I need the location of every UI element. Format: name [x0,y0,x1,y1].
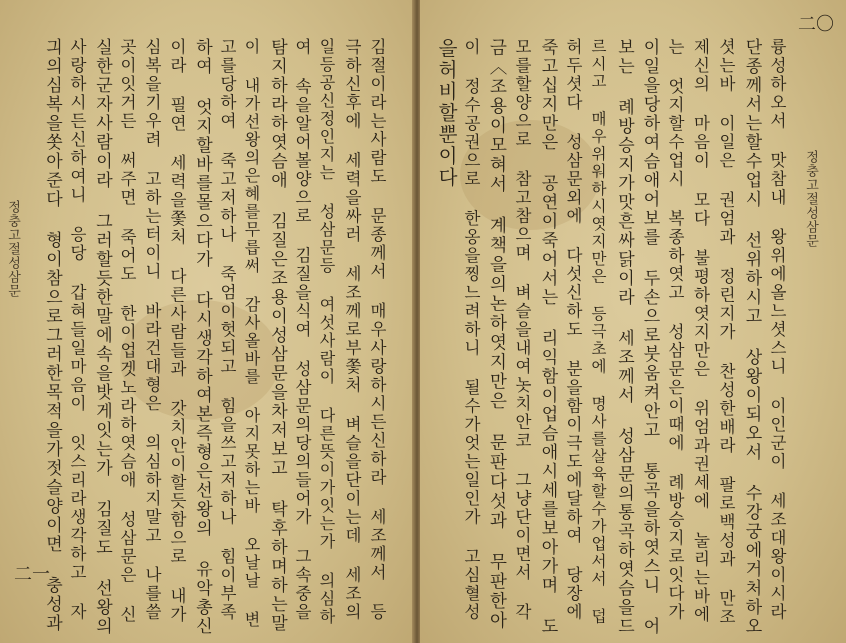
text-column: 심복을기우려 고하는터이니 바라건대형은 의심하지말고 나를쓸 [142,38,162,622]
text-column: 고를당하여 죽고저하나 죽엄이헛되고 힘을쓰고저하나 힘이부족 [217,38,237,622]
text-column: 죽고십지만은 공연이죽어서는 리익함이업슴애시세를보아가며 도 [537,38,558,636]
text-column: 실한군자사람이라 그러할듯한말에속을밧게잇는가 김질도 선왕의 [92,38,112,636]
text-column: 을허비할뿐이다 [435,38,458,189]
text-column: 는 엇지할수업시 복종하엿고 성삼문은이때에 례방승지로잇다가 [665,38,685,622]
text-column: 사랑하시든신하여니 응당 갑혀들일마음이 잇스리라생각하고 자 [67,38,87,622]
text-column: 이일을당하여슴애어보를 두손으로붓움켜안고 통곡을하엿스니 어 [639,38,660,636]
text-column: 곳이잇거든 써주면 죽어도 한이업겟노라하엿슴애 성삼문은 신 [117,38,137,624]
text-column: 하여 엇지할바를몰으다가 다시생각하여본즉형은선왕의 유악총신 [192,38,212,636]
left-page [0,0,416,643]
right-page [420,0,846,643]
text-column: 긔의심복을쏫아준다 형이참으로그러한목적을가젓슬양이면 충성과 [42,38,62,633]
text-column: 여 속을알어볼양으로 김질을식여 성삼문의당의들어가 그속중을 [292,38,312,622]
running-title: 정충고절성삼문 [5,200,20,298]
text-column: 제신의 마음이 모다 불평하엿지만은 위엄과권세에 눌리는바에 [691,38,710,624]
text-column: 이 정수공권으로 한옹을찡느려하니 될수가엇는일인가 고심혈성 [461,38,481,622]
text-column: 탐지하라하엿슴애 김질은조용이성삼문을차저보고 탁후하며하는말 [267,38,287,633]
text-column: 극하신후에 세력을싸러 세조께로부쫓처 벼슬을단이는데 세조의 [342,38,362,622]
text-column: 일등공신정인지는 성삼문등 여섯사람이 다른뜻이가잇는가 의심하 [317,38,336,626]
text-column: 이라 필연 세력을쫓처 다른사람들과 갓치안이할듯함으로 내가 [167,38,187,624]
text-column: 보는 례방승지가맛흔싸닭이라 세조께서 성삼문의통곡하엿슴을드 [614,38,634,636]
text-column: 셧는바 이일은 권엄과 정린지가 찬성한배라 팔로백성과 만조 [716,38,736,627]
running-title: 정충고절성삼문 [803,150,818,248]
page-number: 二〇 [798,14,834,35]
text-column: 르시고 매우위워하시엿지만은 등극초에 명사를살육할수가업서서 덥 [589,38,607,626]
text-column: 금〈조용이모혀서 계책을의논하엿지만은 문판다섯과 무판한아 [487,38,507,631]
text-column: 이 내가선왕의은혜를무릅써 감사올바를 아지못하는바 오날날 변 [242,38,261,629]
page-number: 二一 [14,564,50,585]
text-column: 김절이라는사람도 문종께서 매우사랑하시든신하라 세조께서 등 [367,38,387,622]
text-column: 허두셧다 성삼문외에 다섯신하도 분을함이극도에달하여 당장에 [563,38,583,622]
text-column: 모를할양으로 참고참으며 벼슬을내여놋치안코 그냥단이면서 각 [512,38,532,622]
text-column: 단종께서는할수업시 선위하시고 상왕이되오서 수강궁에거처하오 [741,38,762,636]
text-column: 륭성하오서 맛참내 왕위에올느셧스니 이인군이 세조대왕이시라 [767,38,787,622]
